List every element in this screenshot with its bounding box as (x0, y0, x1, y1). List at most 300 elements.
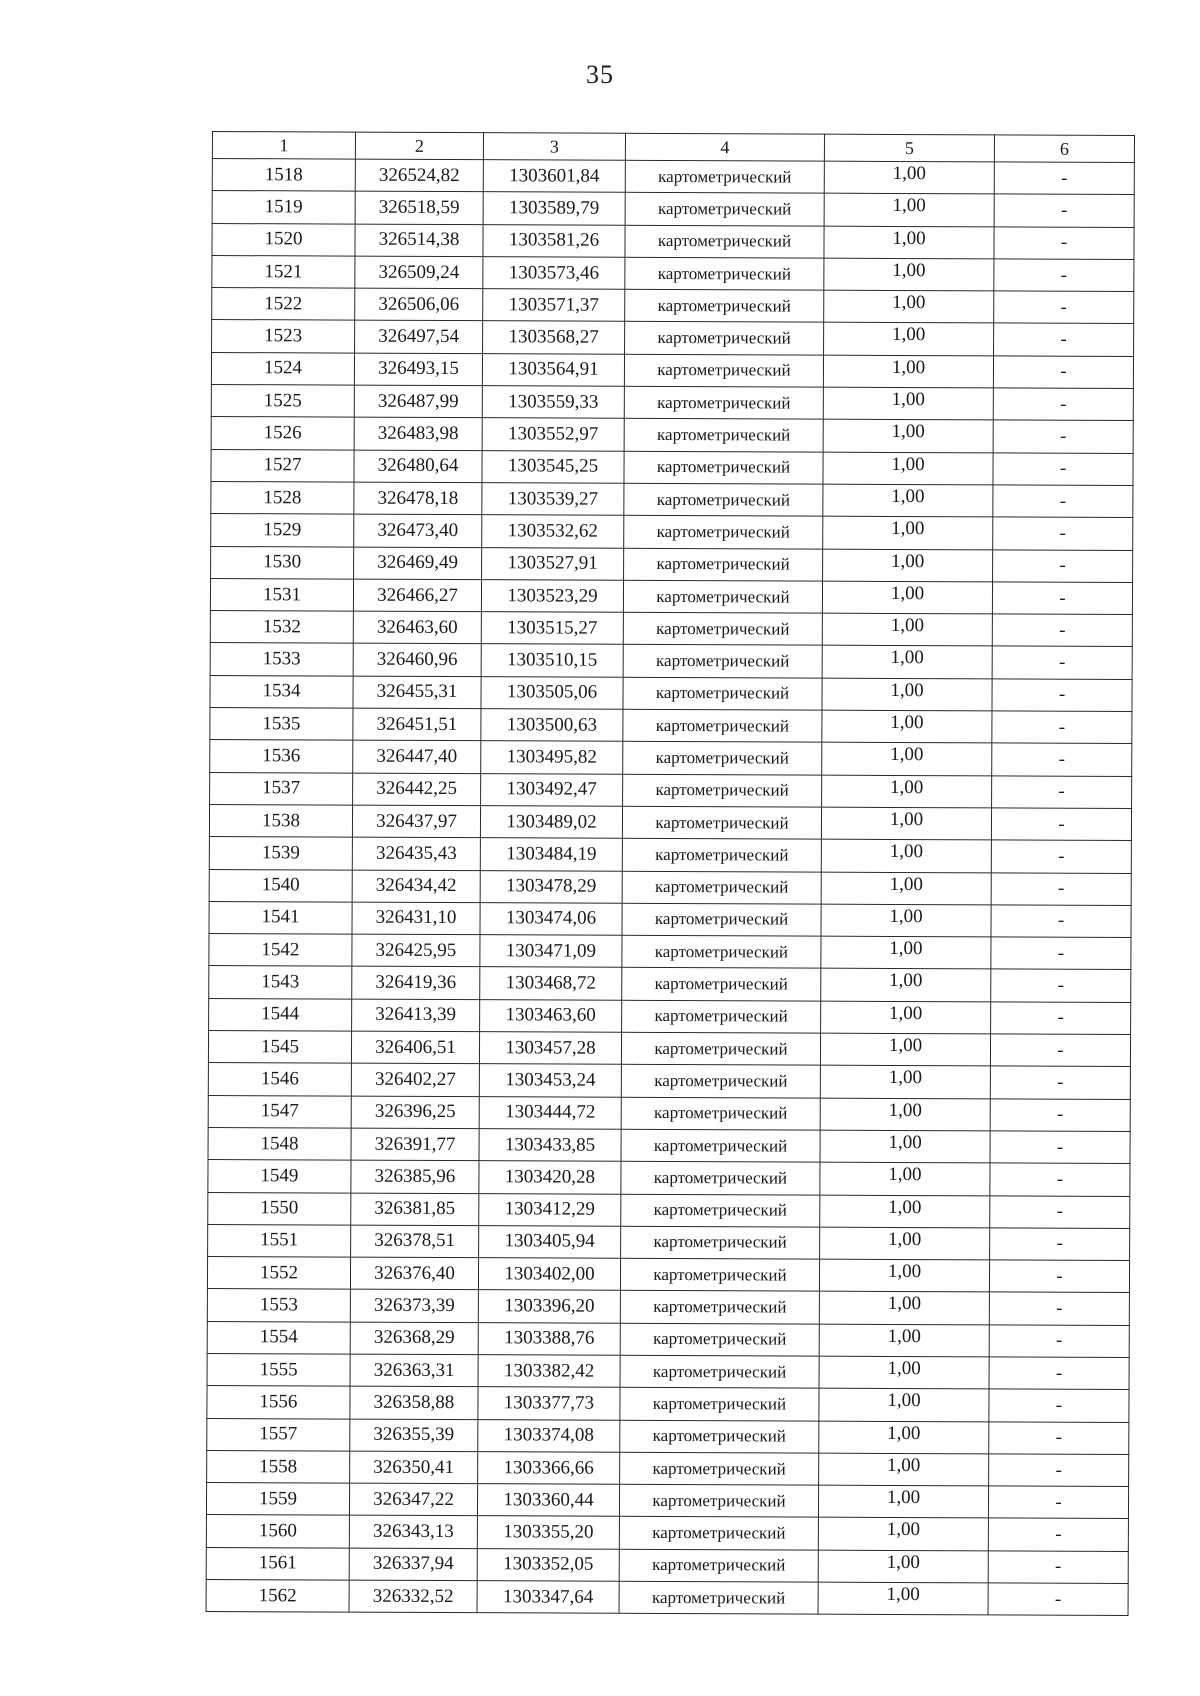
point-number-cell: 1554 (207, 1321, 350, 1354)
table-row (208, 1063, 1130, 1099)
description-cell: - (988, 1551, 1128, 1584)
point-number-cell: 1545 (208, 1031, 351, 1064)
accuracy-cell: 1,00 (823, 484, 993, 517)
table-row (209, 966, 1131, 1002)
table-row (207, 1321, 1129, 1357)
method-cell: картометрический (622, 806, 821, 839)
accuracy-cell: 1,00 (822, 581, 992, 614)
method-cell: картометрический (622, 935, 821, 968)
point-number-cell: 1546 (208, 1063, 351, 1096)
accuracy-cell: 1,00 (822, 775, 992, 808)
table-row (210, 708, 1132, 744)
y-coordinate-cell: 1303405,94 (479, 1225, 621, 1258)
accuracy-cell: 1,00 (821, 936, 991, 969)
method-cell: картометрический (623, 709, 822, 742)
description-cell: - (993, 420, 1133, 453)
column-header: 1 (212, 132, 355, 160)
x-coordinate-cell: 326381,85 (351, 1193, 479, 1226)
y-coordinate-cell: 1303559,33 (482, 386, 624, 419)
method-cell: картометрический (619, 1517, 818, 1550)
y-coordinate-cell: 1303382,42 (478, 1355, 620, 1388)
accuracy-cell: 1,00 (823, 420, 993, 453)
x-coordinate-cell: 326483,98 (354, 417, 482, 450)
table-row (207, 1418, 1129, 1454)
accuracy-cell: 1,00 (820, 1033, 990, 1066)
method-cell: картометрический (620, 1291, 819, 1324)
description-cell: - (993, 549, 1133, 582)
x-coordinate-cell: 326451,51 (353, 708, 481, 741)
method-cell: картометрический (624, 516, 823, 549)
table-row (210, 611, 1132, 647)
table-row (211, 481, 1133, 517)
y-coordinate-cell: 1303573,46 (483, 257, 625, 290)
y-coordinate-cell: 1303571,37 (483, 289, 625, 322)
table-row (208, 1224, 1130, 1260)
description-cell: - (989, 1357, 1129, 1390)
method-cell: картометрический (622, 871, 821, 904)
table-row (212, 288, 1134, 324)
description-cell: - (991, 937, 1131, 970)
description-cell: - (988, 1518, 1128, 1551)
accuracy-cell: 1,00 (823, 549, 993, 582)
x-coordinate-cell: 326431,10 (352, 902, 480, 935)
point-number-cell: 1544 (209, 998, 352, 1031)
y-coordinate-cell: 1303478,29 (480, 870, 622, 903)
table-row (210, 643, 1132, 679)
description-cell: - (990, 1034, 1130, 1067)
table-row (212, 223, 1134, 259)
table-row (212, 320, 1134, 356)
x-coordinate-cell: 326435,43 (352, 837, 480, 870)
description-cell: - (989, 1292, 1129, 1325)
x-coordinate-cell: 326437,97 (352, 805, 480, 838)
x-coordinate-cell: 326419,36 (352, 967, 480, 1000)
method-cell: картометрический (619, 1581, 818, 1614)
table-header-row (212, 132, 1134, 163)
accuracy-cell: 1,00 (821, 807, 991, 840)
y-coordinate-cell: 1303564,91 (482, 353, 624, 386)
column-header: 5 (824, 134, 994, 162)
method-cell: картометрический (622, 968, 821, 1001)
point-number-cell: 1523 (212, 320, 355, 353)
y-coordinate-cell: 1303453,24 (479, 1064, 621, 1097)
table-row (211, 546, 1133, 582)
y-coordinate-cell: 1303568,27 (483, 321, 625, 354)
table-row (206, 1515, 1128, 1551)
point-number-cell: 1561 (206, 1547, 349, 1580)
method-cell: картометрический (620, 1452, 819, 1485)
column-header: 4 (625, 133, 824, 161)
description-cell: - (990, 1066, 1130, 1099)
method-cell: картометрический (623, 612, 822, 645)
accuracy-cell: 1,00 (818, 1582, 988, 1615)
accuracy-cell: 1,00 (819, 1356, 989, 1389)
x-coordinate-cell: 326487,99 (354, 385, 482, 418)
method-cell: картометрический (624, 354, 823, 387)
method-cell: картометрический (620, 1323, 819, 1356)
x-coordinate-cell: 326469,49 (354, 547, 482, 580)
method-cell: картометрический (623, 774, 822, 807)
accuracy-cell: 1,00 (822, 743, 992, 776)
y-coordinate-cell: 1303444,72 (479, 1096, 621, 1129)
y-coordinate-cell: 1303366,66 (478, 1452, 620, 1485)
x-coordinate-cell: 326378,51 (351, 1225, 479, 1258)
y-coordinate-cell: 1303523,29 (481, 580, 623, 613)
description-cell: - (990, 1131, 1130, 1164)
x-coordinate-cell: 326434,42 (352, 870, 480, 903)
point-number-cell: 1526 (211, 417, 354, 450)
description-cell: - (992, 582, 1132, 615)
description-cell: - (992, 614, 1132, 647)
x-coordinate-cell: 326406,51 (351, 1031, 479, 1064)
point-number-cell: 1562 (206, 1580, 349, 1613)
method-cell: картометрический (623, 677, 822, 710)
description-cell: - (993, 356, 1133, 389)
point-number-cell: 1527 (211, 449, 354, 482)
method-cell: картометрический (621, 1065, 820, 1098)
description-cell: - (989, 1389, 1129, 1422)
y-coordinate-cell: 1303468,72 (480, 967, 622, 1000)
point-number-cell: 1531 (210, 578, 353, 611)
point-number-cell: 1535 (210, 708, 353, 741)
column-header: 3 (483, 133, 625, 161)
description-cell: - (994, 162, 1134, 195)
point-number-cell: 1518 (212, 159, 355, 192)
point-number-cell: 1559 (206, 1483, 349, 1516)
method-cell: картометрический (623, 742, 822, 775)
y-coordinate-cell: 1303492,47 (481, 773, 623, 806)
table-row (209, 804, 1131, 840)
y-coordinate-cell: 1303500,63 (481, 709, 623, 742)
accuracy-cell: 1,00 (823, 387, 993, 420)
x-coordinate-cell: 326447,40 (353, 740, 481, 773)
y-coordinate-cell: 1303396,20 (478, 1290, 620, 1323)
description-cell: - (989, 1325, 1129, 1358)
column-header: 2 (355, 132, 483, 160)
accuracy-cell: 1,00 (823, 452, 993, 485)
method-cell: картометрический (625, 193, 824, 226)
point-number-cell: 1549 (208, 1160, 351, 1193)
x-coordinate-cell: 326518,59 (355, 191, 483, 224)
y-coordinate-cell: 1303360,44 (477, 1484, 619, 1517)
x-coordinate-cell: 326442,25 (353, 773, 481, 806)
method-cell: картометрический (623, 645, 822, 678)
description-cell: - (989, 1421, 1129, 1454)
point-number-cell: 1533 (210, 643, 353, 676)
method-cell: картометрический (620, 1355, 819, 1388)
accuracy-cell: 1,00 (823, 355, 993, 388)
point-number-cell: 1560 (206, 1515, 349, 1548)
point-number-cell: 1534 (210, 675, 353, 708)
point-number-cell: 1551 (208, 1224, 351, 1257)
y-coordinate-cell: 1303532,62 (482, 515, 624, 548)
y-coordinate-cell: 1303388,76 (478, 1322, 620, 1355)
y-coordinate-cell: 1303589,79 (483, 192, 625, 225)
method-cell: картометрический (621, 1097, 820, 1130)
table-row (210, 772, 1132, 808)
x-coordinate-cell: 326463,60 (353, 611, 481, 644)
table-row (208, 1031, 1130, 1067)
point-number-cell: 1522 (212, 288, 355, 321)
point-number-cell: 1538 (209, 804, 352, 837)
x-coordinate-cell: 326425,95 (352, 934, 480, 967)
point-number-cell: 1540 (209, 869, 352, 902)
point-number-cell: 1547 (208, 1095, 351, 1128)
method-cell: картометрический (622, 839, 821, 872)
point-number-cell: 1543 (209, 966, 352, 999)
table-row (211, 417, 1133, 453)
y-coordinate-cell: 1303471,09 (480, 935, 622, 968)
accuracy-cell: 1,00 (821, 904, 991, 937)
table-row (212, 191, 1134, 227)
y-coordinate-cell: 1303374,08 (478, 1419, 620, 1452)
accuracy-cell: 1,00 (821, 839, 991, 872)
description-cell: - (988, 1486, 1128, 1519)
x-coordinate-cell: 326396,25 (351, 1096, 479, 1129)
table-row (207, 1289, 1129, 1325)
table-row (208, 1095, 1130, 1131)
y-coordinate-cell: 1303515,27 (481, 612, 623, 645)
table-row (211, 385, 1133, 421)
x-coordinate-cell: 326480,64 (354, 450, 482, 483)
accuracy-cell: 1,00 (824, 258, 994, 291)
y-coordinate-cell: 1303539,27 (482, 483, 624, 516)
description-cell: - (991, 840, 1131, 873)
x-coordinate-cell: 326391,77 (351, 1128, 479, 1161)
accuracy-cell: 1,00 (820, 1130, 990, 1163)
description-cell: - (990, 1099, 1130, 1132)
y-coordinate-cell: 1303552,97 (482, 418, 624, 451)
x-coordinate-cell: 326350,41 (350, 1451, 478, 1484)
x-coordinate-cell: 326368,29 (350, 1322, 478, 1355)
description-cell: - (991, 905, 1131, 938)
accuracy-cell: 1,00 (818, 1550, 988, 1583)
y-coordinate-cell: 1303505,06 (481, 676, 623, 709)
method-cell: картометрический (625, 289, 824, 322)
accuracy-cell: 1,00 (823, 516, 993, 549)
table-row (207, 1386, 1129, 1422)
method-cell: картометрический (624, 419, 823, 452)
point-number-cell: 1539 (209, 837, 352, 870)
description-cell: - (994, 323, 1134, 356)
y-coordinate-cell: 1303601,84 (483, 160, 625, 193)
method-cell: картометрический (621, 1161, 820, 1194)
page-number: 35 (586, 60, 614, 89)
accuracy-cell: 1,00 (819, 1259, 989, 1292)
description-cell: - (991, 1002, 1131, 1035)
point-number-cell: 1536 (210, 740, 353, 773)
point-number-cell: 1537 (210, 772, 353, 805)
point-number-cell: 1557 (207, 1418, 350, 1451)
x-coordinate-cell: 326514,38 (355, 224, 483, 257)
description-cell: - (993, 453, 1133, 486)
accuracy-cell: 1,00 (821, 1001, 991, 1034)
method-cell: картометрический (624, 548, 823, 581)
description-cell: - (990, 1228, 1130, 1261)
description-cell: - (991, 872, 1131, 905)
x-coordinate-cell: 326478,18 (354, 482, 482, 515)
point-number-cell: 1541 (209, 901, 352, 934)
table-row (208, 1127, 1130, 1163)
table-row (206, 1483, 1128, 1519)
method-cell: картометрический (625, 160, 824, 193)
x-coordinate-cell: 326509,24 (355, 256, 483, 289)
description-cell: - (991, 808, 1131, 841)
y-coordinate-cell: 1303474,06 (480, 903, 622, 936)
y-coordinate-cell: 1303433,85 (479, 1129, 621, 1162)
y-coordinate-cell: 1303510,15 (481, 644, 623, 677)
column-header: 6 (994, 135, 1134, 163)
y-coordinate-cell: 1303377,73 (478, 1387, 620, 1420)
accuracy-cell: 1,00 (820, 1065, 990, 1098)
method-cell: картометрический (624, 451, 823, 484)
accuracy-cell: 1,00 (822, 613, 992, 646)
table-row (208, 1192, 1130, 1228)
accuracy-cell: 1,00 (818, 1518, 988, 1551)
table-row (210, 740, 1132, 776)
accuracy-cell: 1,00 (822, 646, 992, 679)
method-cell: картометрический (621, 1194, 820, 1227)
table-row (207, 1353, 1129, 1389)
x-coordinate-cell: 326506,06 (355, 288, 483, 321)
description-cell: - (992, 679, 1132, 712)
description-cell: - (992, 711, 1132, 744)
table-row (212, 255, 1134, 291)
point-number-cell: 1553 (207, 1289, 350, 1322)
table-row (209, 837, 1131, 873)
point-number-cell: 1556 (207, 1386, 350, 1419)
method-cell: картометрический (621, 1032, 820, 1065)
description-cell: - (992, 776, 1132, 809)
table-row (207, 1257, 1129, 1293)
point-number-cell: 1520 (212, 223, 355, 256)
point-number-cell: 1530 (211, 546, 354, 579)
description-cell: - (994, 291, 1134, 324)
method-cell: картометрический (623, 580, 822, 613)
accuracy-cell: 1,00 (820, 1227, 990, 1260)
description-cell: - (993, 517, 1133, 550)
x-coordinate-cell: 326460,96 (353, 644, 481, 677)
y-coordinate-cell: 1303352,05 (477, 1548, 619, 1581)
table-row (209, 869, 1131, 905)
y-coordinate-cell: 1303420,28 (479, 1161, 621, 1194)
accuracy-cell: 1,00 (824, 193, 994, 226)
y-coordinate-cell: 1303412,29 (479, 1193, 621, 1226)
table-row (209, 998, 1131, 1034)
x-coordinate-cell: 326466,27 (353, 579, 481, 612)
description-cell: - (991, 969, 1131, 1002)
description-cell: - (988, 1583, 1128, 1616)
x-coordinate-cell: 326376,40 (350, 1257, 478, 1290)
point-number-cell: 1529 (211, 514, 354, 547)
accuracy-cell: 1,00 (820, 1195, 990, 1228)
x-coordinate-cell: 326493,15 (354, 353, 482, 386)
description-cell: - (992, 743, 1132, 776)
point-number-cell: 1550 (208, 1192, 351, 1225)
table-row (211, 514, 1133, 550)
point-number-cell: 1552 (207, 1257, 350, 1290)
method-cell: картометрический (619, 1549, 818, 1582)
table-row (209, 901, 1131, 937)
x-coordinate-cell: 326332,52 (349, 1580, 477, 1613)
method-cell: картометрический (622, 903, 821, 936)
accuracy-cell: 1,00 (824, 226, 994, 259)
point-number-cell: 1532 (210, 611, 353, 644)
table-row (206, 1547, 1128, 1583)
point-number-cell: 1524 (211, 352, 354, 385)
y-coordinate-cell: 1303402,00 (478, 1258, 620, 1291)
y-coordinate-cell: 1303463,60 (480, 999, 622, 1032)
method-cell: картометрический (620, 1388, 819, 1421)
accuracy-cell: 1,00 (819, 1388, 989, 1421)
method-cell: картометрический (619, 1484, 818, 1517)
x-coordinate-cell: 326373,39 (350, 1290, 478, 1323)
accuracy-cell: 1,00 (819, 1453, 989, 1486)
accuracy-cell: 1,00 (819, 1292, 989, 1325)
description-cell: - (989, 1454, 1129, 1487)
table-row (209, 934, 1131, 970)
x-coordinate-cell: 326385,96 (351, 1160, 479, 1193)
method-cell: картометрический (621, 1226, 820, 1259)
accuracy-cell: 1,00 (818, 1485, 988, 1518)
description-cell: - (992, 646, 1132, 679)
x-coordinate-cell: 326455,31 (353, 676, 481, 709)
table-row (210, 675, 1132, 711)
method-cell: картометрический (624, 386, 823, 419)
description-cell: - (994, 227, 1134, 260)
y-coordinate-cell: 1303347,64 (477, 1581, 619, 1614)
accuracy-cell: 1,00 (822, 678, 992, 711)
accuracy-cell: 1,00 (822, 710, 992, 743)
x-coordinate-cell: 326413,39 (352, 999, 480, 1032)
x-coordinate-cell: 326497,54 (355, 321, 483, 354)
description-cell: - (993, 388, 1133, 421)
coordinates-table (206, 131, 1135, 1616)
accuracy-cell: 1,00 (824, 161, 994, 194)
table-row (207, 1450, 1129, 1486)
table-row (210, 578, 1132, 614)
y-coordinate-cell: 1303545,25 (482, 450, 624, 483)
method-cell: картометрический (625, 322, 824, 355)
method-cell: картометрический (621, 1129, 820, 1162)
x-coordinate-cell: 326358,88 (350, 1386, 478, 1419)
x-coordinate-cell: 326473,40 (354, 514, 482, 547)
accuracy-cell: 1,00 (824, 290, 994, 323)
x-coordinate-cell: 326363,31 (350, 1354, 478, 1387)
method-cell: картометрический (624, 483, 823, 516)
y-coordinate-cell: 1303495,82 (481, 741, 623, 774)
method-cell: картометрический (625, 225, 824, 258)
table-body (206, 159, 1134, 1616)
point-number-cell: 1542 (209, 934, 352, 967)
method-cell: картометрический (622, 1000, 821, 1033)
accuracy-cell: 1,00 (821, 872, 991, 905)
point-number-cell: 1548 (208, 1127, 351, 1160)
description-cell: - (990, 1163, 1130, 1196)
table-row (211, 449, 1133, 485)
accuracy-cell: 1,00 (820, 1098, 990, 1131)
accuracy-cell: 1,00 (824, 323, 994, 356)
x-coordinate-cell: 326402,27 (351, 1063, 479, 1096)
table-row (211, 352, 1133, 388)
accuracy-cell: 1,00 (821, 969, 991, 1002)
point-number-cell: 1558 (207, 1450, 350, 1483)
y-coordinate-cell: 1303527,91 (482, 547, 624, 580)
table-row (206, 1580, 1128, 1616)
description-cell: - (989, 1260, 1129, 1293)
x-coordinate-cell: 326355,39 (350, 1419, 478, 1452)
y-coordinate-cell: 1303489,02 (480, 806, 622, 839)
